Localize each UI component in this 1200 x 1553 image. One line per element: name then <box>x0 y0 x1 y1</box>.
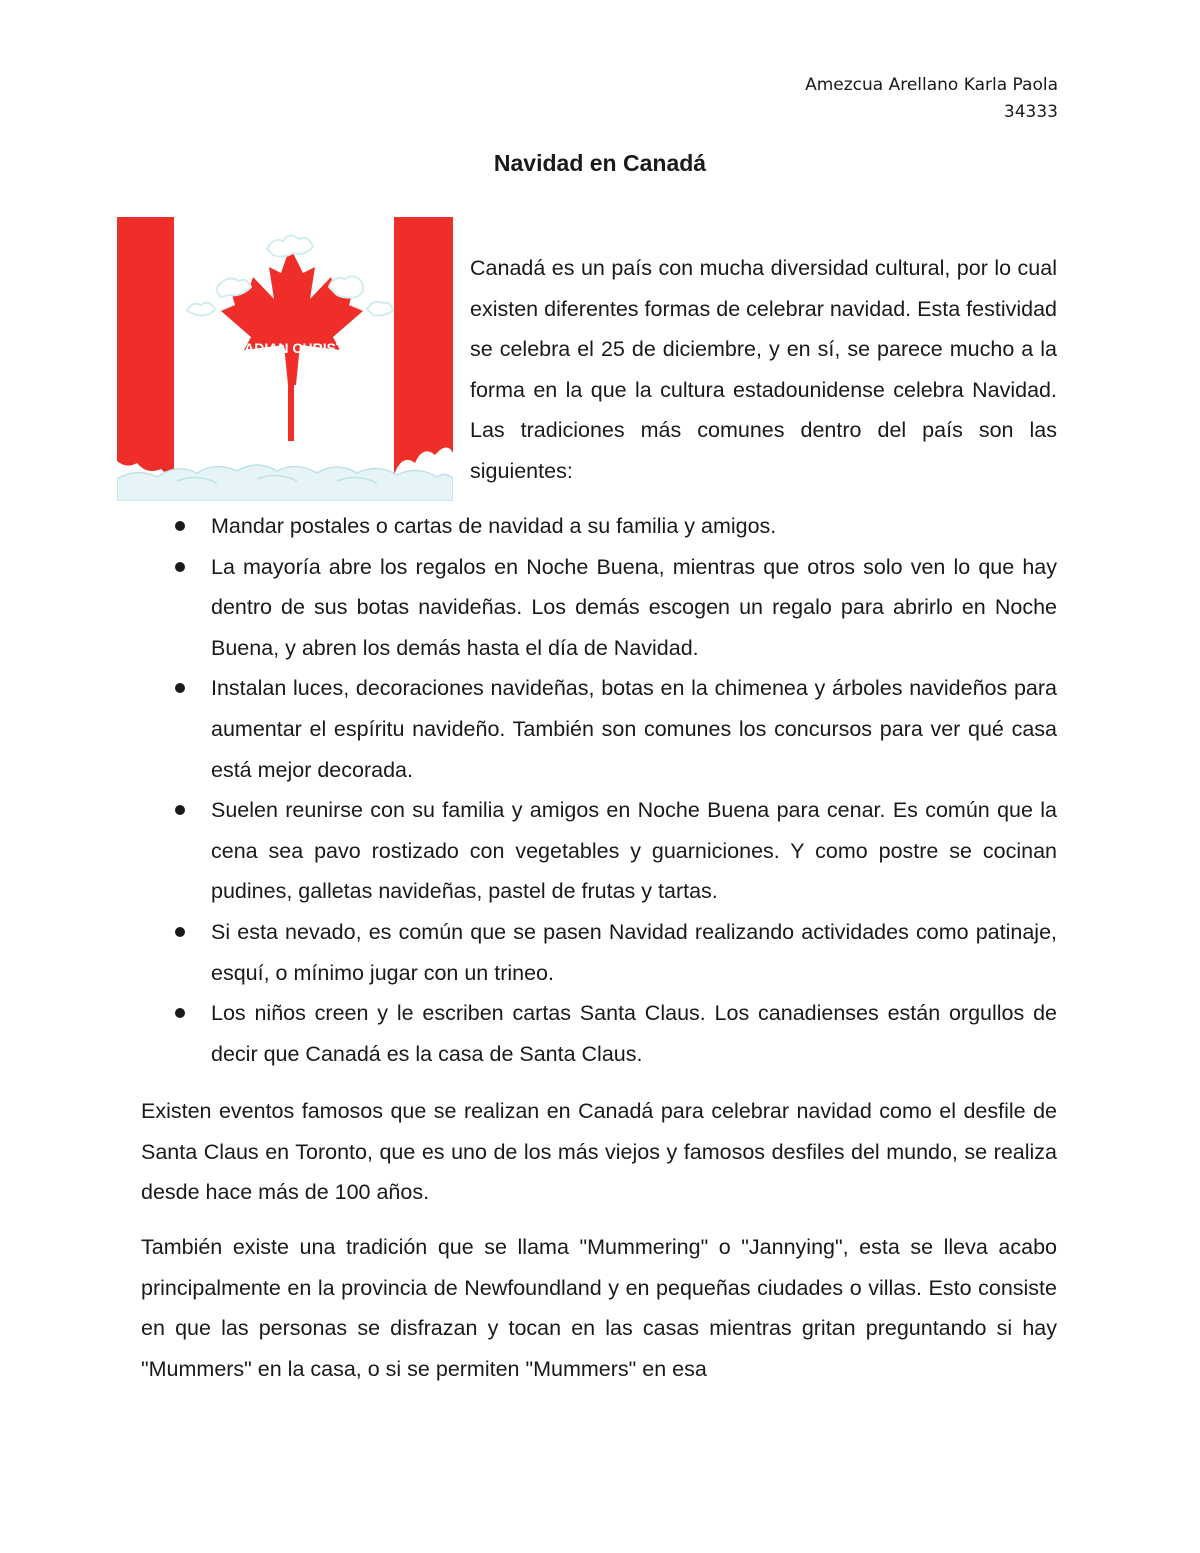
paragraph-mummering: También existe una tradición que se llama "Mummering" o "Jannying", esta se lleva acabo principalmente en la provincia de Newfoundland y en pequeñas ciudades o villas. Esto consiste en que las personas se disfrazan y tocan en las casas mientras gritan preguntando si hay "Mummers" en la casa, o si se permiten "Mummers" en esa <box>141 1235 1057 1381</box>
list-item-text: Los niños creen y le escriben cartas Santa Claus. Los canadienses están orgullos de decir que Canadá es la casa de Santa Claus. <box>211 1001 1057 1066</box>
list-item <box>0 506 1200 547</box>
bullet-icon <box>175 562 185 572</box>
bullet-icon <box>175 805 185 815</box>
flag-right-bar <box>394 217 453 487</box>
paragraph-santa-parade: Existen eventos famosos que se realizan en Canadá para celebrar navidad como el desfile de Santa Claus en Toronto, que es uno de los más viejos y famosos desfiles del mundo, se realiza desde hace más de 100 años. <box>141 1099 1057 1205</box>
bullet-icon <box>175 683 185 693</box>
list-item-text: Mandar postales o cartas de navidad a su familia y amigos. <box>211 514 777 538</box>
list-item <box>0 912 1200 993</box>
traditions-list <box>0 506 1200 1074</box>
intro-paragraph: Canadá es un país con mucha diversidad cultural, por lo cual existen diferentes formas de celebrar navidad. Esta festividad se celebra el 25 de diciembre, y en sí, se parece mucho a la forma en la que la cultura estadounidense celebra Navidad. Las tradiciones más comunes dentro del país son las siguientes: <box>470 256 1057 483</box>
canadian-christmas-flag-image <box>117 217 453 501</box>
list-item <box>0 547 1200 669</box>
list-item-text: La mayoría abre los regalos en Noche Buena, mientras que otros solo ven lo que hay dentro de sus botas navideñas. Los demás escogen un regalo para abrirlo en Noche Buena, y abren los demás hasta el día de Navidad. <box>211 554 1057 660</box>
list-item-text: Instalan luces, decoraciones navideñas, botas en la chimenea y árboles navideños para aumentar el espíritu navideño. También son comunes los concursos para ver qué casa está mejor decorada. <box>211 676 1057 782</box>
bullet-icon <box>175 1008 185 1018</box>
list-item <box>0 668 1200 790</box>
list-item-text: Si esta nevado, es común que se pasen Navidad realizando actividades como patinaje, esquí, o mínimo jugar con un trineo. <box>211 919 1057 985</box>
list-item <box>0 790 1200 912</box>
maple-leaf-icon <box>221 247 363 385</box>
flag-left-bar <box>117 217 174 487</box>
bullet-icon <box>175 521 185 531</box>
author-name: Amezcua Arellano Karla Paola <box>805 75 1058 95</box>
flag-banner-text: A CANADIAN CHRISTMAS <box>200 340 376 356</box>
list-item-text: Suelen reunirse con su familia y amigos en Noche Buena para cenar. Es común que la cena sea pavo rostizado con vegetables y guarniciones. Y como postre se cocinan pudines, galletas navideñas, pastel de frutas y tartas. <box>211 798 1057 904</box>
document-title: Navidad en Canadá <box>493 150 707 176</box>
student-id: 34333 <box>1003 102 1058 122</box>
list-item <box>0 993 1200 1074</box>
author-block <box>805 72 1058 126</box>
bullet-icon <box>175 927 185 937</box>
